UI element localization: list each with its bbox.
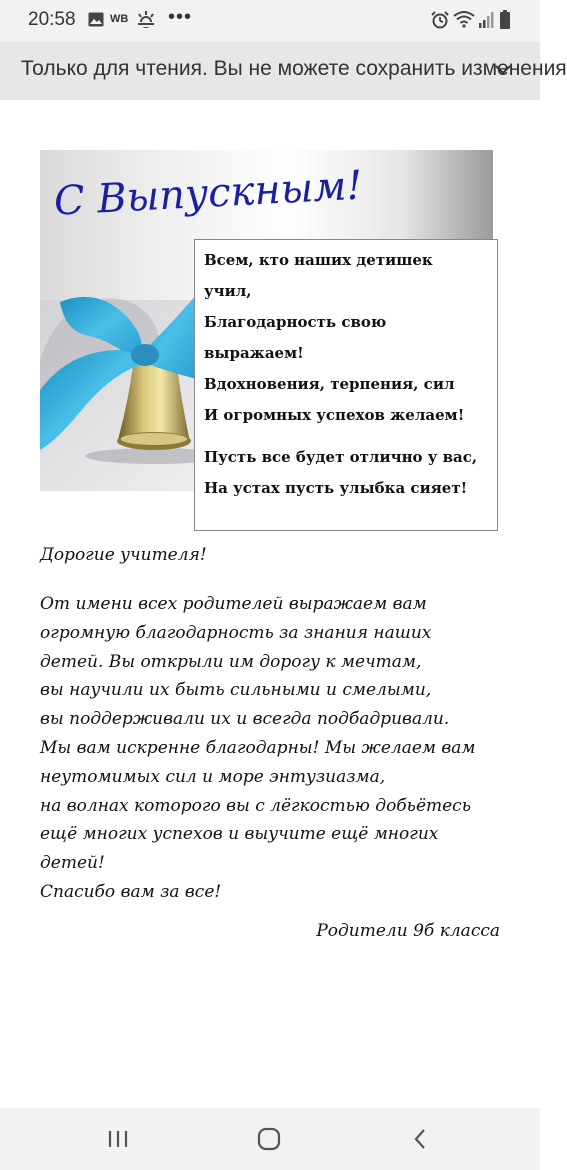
home-icon[interactable]: [254, 1124, 284, 1154]
carrier-badge: WB: [110, 13, 129, 25]
letter-line: От имени всех родителей выражаем вам: [40, 594, 427, 614]
image-title-text: С Выпускным!: [52, 162, 364, 225]
read-only-banner-text: Только для чтения. Вы не можете сохранить изменения: [21, 57, 567, 80]
status-bar: [0, 0, 540, 42]
battery-icon: [499, 10, 511, 34]
weather-icon: [136, 11, 156, 32]
alarm-icon: [431, 11, 449, 34]
navigation-bar: [0, 1108, 540, 1170]
poem-line: выражаем!: [204, 344, 304, 362]
letter-line: огромную благодарность за знания наших: [40, 622, 432, 643]
letter-line: вы поддерживали их и всегда подбадривали.: [40, 709, 450, 730]
letter-greeting: Дорогие учителя!: [40, 545, 207, 565]
poem-line: И огромных успехов желаем!: [204, 406, 465, 424]
wifi-icon: [453, 10, 475, 33]
letter-line: вы научили их быть сильными и смелыми,: [40, 680, 432, 701]
letter-line: детей. Вы открыли им дорогу к мечтам,: [40, 651, 422, 672]
poem-line: На устах пусть улыбка сияет!: [204, 479, 468, 497]
overflow-dots: •••: [168, 6, 193, 28]
recent-apps-icon[interactable]: [103, 1124, 133, 1154]
status-time: 20:58: [28, 9, 76, 30]
poem-line: Вдохновения, терпения, сил: [204, 375, 455, 393]
back-icon[interactable]: [405, 1124, 435, 1154]
chevron-down-icon[interactable]: [494, 61, 512, 84]
letter-line: Спасибо вам за все!: [40, 881, 222, 902]
letter-line: ещё многих успехов и выучите ещё многих: [40, 824, 439, 845]
gallery-icon: [88, 12, 104, 32]
signal-icon: [478, 11, 494, 33]
letter-line: неутомимых сил и море энтузиазма,: [40, 766, 386, 787]
letter-line: на волнах которого вы с лёгкостью добьётесь: [40, 795, 471, 816]
letter-body: [40, 590, 502, 907]
poem-line: учил,: [204, 282, 252, 300]
letter-signature: Родители 9б класса: [316, 921, 500, 941]
read-only-banner[interactable]: [0, 42, 567, 100]
poem-line: Благодарность свою: [204, 313, 387, 331]
poem-line: Всем, кто наших детишек: [204, 251, 433, 269]
poem-line: Пусть все будет отлично у вас,: [204, 448, 478, 466]
poem-text-box: [194, 239, 498, 531]
letter-line: Мы вам искренне благодарны! Мы желаем вам: [40, 737, 476, 758]
letter-line: детей!: [40, 853, 105, 874]
